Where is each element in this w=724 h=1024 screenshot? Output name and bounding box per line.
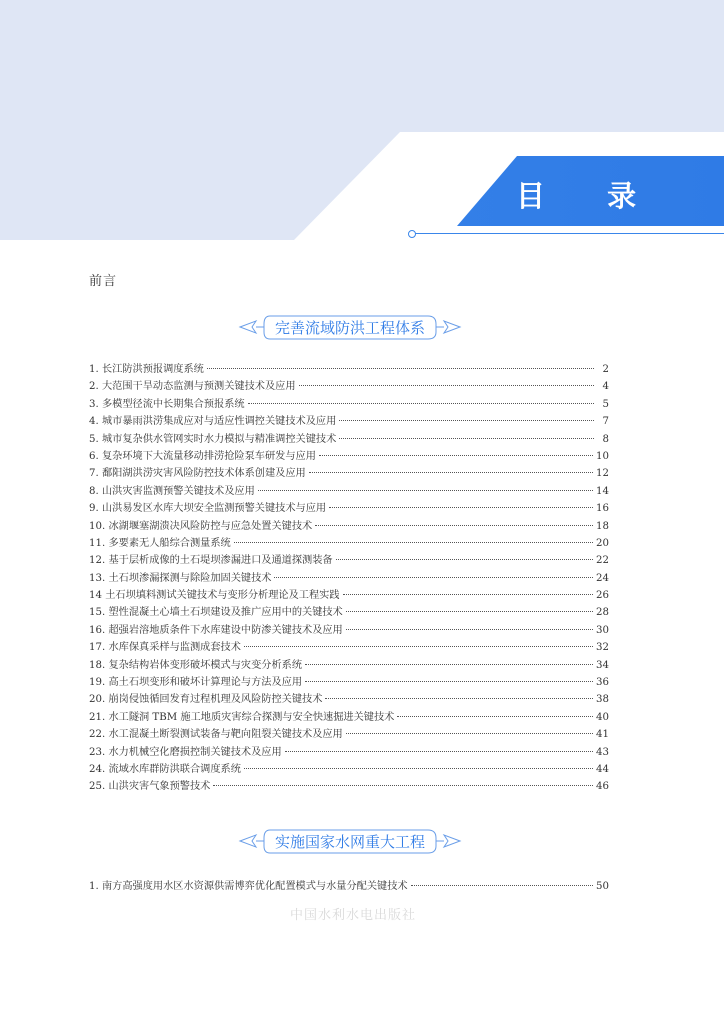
- toc-page-number: 44: [596, 763, 609, 775]
- toc-entry-title: 17. 水库保真采样与监测成套技术: [89, 642, 241, 654]
- toc-entry-title: 11. 多要素无人船综合测量系统: [89, 537, 231, 549]
- toc-leader-dots: [343, 594, 594, 595]
- toc-entry[interactable]: [89, 377, 609, 394]
- toc-entry[interactable]: [89, 603, 609, 620]
- toc-entry[interactable]: [89, 586, 609, 603]
- toc-entry[interactable]: [89, 760, 609, 777]
- toc-page-number: 14: [596, 485, 609, 497]
- toc-entry[interactable]: [89, 360, 609, 377]
- toc-leader-dots: [305, 664, 593, 665]
- toc-leader-dots: [309, 472, 593, 473]
- toc-page-number: 32: [596, 642, 609, 654]
- toc-entry[interactable]: [89, 569, 609, 586]
- toc-entry-title: 1. 长江防洪预报调度系统: [89, 364, 204, 375]
- toc-entry-title: 15. 塑性混凝土心墙土石坝建设及推广应用中的关键技术: [89, 607, 343, 619]
- toc-entry[interactable]: [89, 656, 609, 673]
- section-heading-1: [230, 312, 470, 342]
- header-rule-dot: [408, 230, 416, 238]
- toc-entry-title: 9. 山洪易发区水库大坝安全监测预警关键技术与应用: [89, 503, 327, 515]
- toc-entry-title: 7. 鄱阳湖洪涝灾害风险防控技术体系创建及应用: [89, 468, 306, 480]
- header-rule: [414, 233, 724, 234]
- toc-entry-title: 20. 崩岗侵蚀循回发育过程机理及风险防控关键技术: [89, 694, 323, 706]
- toc-entry[interactable]: [89, 638, 609, 655]
- toc-leader-dots: [274, 577, 593, 578]
- toc-page-number: 50: [596, 881, 609, 892]
- toc-entry-title: 2. 大范围干旱动态监测与预测关键技术及应用: [89, 381, 296, 393]
- toc-page-number: 30: [596, 624, 609, 636]
- toc-page-number: 36: [596, 677, 609, 689]
- toc-leader-dots: [285, 751, 593, 752]
- toc-entry-title: 19. 高土石坝变形和破坏计算理论与方法及应用: [89, 677, 303, 689]
- toc-leader-dots: [397, 716, 593, 717]
- toc-entry[interactable]: [89, 482, 609, 499]
- toc-entry-title: 10. 冰湖堰塞湖溃决风险防控与应急处置关键技术: [89, 520, 313, 532]
- section-heading-2: [230, 826, 470, 856]
- toc-page-number: 8: [602, 433, 609, 445]
- toc-leader-dots: [258, 490, 593, 491]
- toc-entry-title: 13. 土石坝渗漏探测与除险加固关键技术: [89, 572, 272, 584]
- toc-entry[interactable]: [89, 877, 609, 894]
- section-title: 完善流域防洪工程体系: [274, 319, 425, 337]
- toc-entry-title: 23. 水力机械空化磨损控制关键技术及应用: [89, 746, 282, 758]
- toc-leader-dots: [234, 542, 593, 543]
- toc-entry-title: 12. 基于层析成像的土石堤坝渗漏进口及通道探测装备: [89, 555, 333, 567]
- toc-leader-dots: [213, 785, 593, 786]
- toc-page-number: 43: [596, 746, 609, 758]
- toc-entry[interactable]: [89, 621, 609, 638]
- toc-leader-dots: [346, 629, 593, 630]
- toc-leader-dots: [336, 559, 593, 560]
- toc-entry[interactable]: [89, 777, 609, 794]
- toc-entry-title: 21. 水工隧洞 TBM 施工地质灾害综合探测与安全快速掘进关键技术: [89, 711, 395, 723]
- toc-entry-title: 5. 城市复杂供水管网实时水力模拟与精准调控关键技术: [89, 433, 337, 445]
- toc-leader-dots: [411, 885, 593, 886]
- toc-entry[interactable]: [89, 673, 609, 690]
- toc-page-number: 7: [602, 416, 609, 428]
- toc-entry[interactable]: [89, 551, 609, 568]
- toc-page-number: 24: [596, 572, 609, 584]
- toc-leader-dots: [305, 681, 593, 682]
- toc-entry[interactable]: [89, 430, 609, 447]
- toc-page-number: 41: [596, 729, 609, 741]
- toc-leader-dots: [339, 420, 594, 421]
- toc-entry[interactable]: [89, 412, 609, 429]
- toc-page-number: 18: [596, 520, 609, 532]
- toc-entry-title: 18. 复杂结构岩体变形破坏模式与灾变分析系统: [89, 659, 303, 671]
- toc-entry[interactable]: [89, 464, 609, 481]
- toc-entry-title: 8. 山洪灾害监测预警关键技术及应用: [89, 485, 255, 497]
- toc-page-number: 2: [602, 364, 609, 375]
- toc-page-number: 34: [596, 659, 609, 671]
- toc-entry-title: 16. 超强岩溶地质条件下水库建设中防渗关键技术及应用: [89, 624, 343, 636]
- toc-entry-title: 14 土石坝填料测试关键技术与变形分析理论及工程实践: [89, 590, 340, 602]
- toc-entry[interactable]: [89, 725, 609, 742]
- toc-leader-dots: [244, 646, 593, 647]
- toc-entry-title: 22. 水工混凝土断裂测试装备与靶向阻裂关键技术及应用: [89, 729, 343, 741]
- toc-entry-title: 25. 山洪灾害气象预警技术: [89, 781, 211, 793]
- toc-page-number: 16: [596, 503, 609, 515]
- toc-page-number: 5: [602, 398, 609, 410]
- toc-leader-dots: [244, 768, 593, 769]
- toc-leader-dots: [325, 698, 593, 699]
- toc-entry[interactable]: [89, 743, 609, 760]
- publisher-watermark: 中国水利水电出版社: [290, 908, 417, 923]
- toc-leader-dots: [346, 611, 593, 612]
- toc-list-section-1: [89, 360, 609, 795]
- toc-page-number: 10: [596, 450, 609, 462]
- toc-page-number: 20: [596, 537, 609, 549]
- toc-page-number: 4: [602, 381, 609, 393]
- toc-leader-dots: [319, 455, 593, 456]
- toc-page-number: 26: [596, 590, 609, 602]
- toc-leader-dots: [346, 733, 593, 734]
- toc-page-number: 28: [596, 607, 609, 619]
- toc-leader-dots: [207, 368, 594, 369]
- toc-entry-title: 3. 多模型径流中长期集合预报系统: [89, 398, 245, 410]
- section-title: 实施国家水网重大工程: [274, 833, 425, 851]
- toc-entry[interactable]: [89, 690, 609, 707]
- toc-page-number: 38: [596, 694, 609, 706]
- toc-entry[interactable]: [89, 534, 609, 551]
- toc-entry[interactable]: [89, 708, 609, 725]
- toc-entry-title: 4. 城市暴雨洪涝集成应对与适应性调控关键技术及应用: [89, 416, 337, 428]
- toc-entry-title: 6. 复杂环境下大流量移动排涝抢险泵车研发与应用: [89, 450, 316, 462]
- toc-page-number: 22: [596, 555, 609, 567]
- toc-entry-title: 24. 流域水库群防洪联合调度系统: [89, 763, 241, 775]
- toc-list-section-2: [89, 877, 609, 894]
- toc-page-number: 46: [596, 781, 609, 793]
- toc-leader-dots: [329, 507, 593, 508]
- toc-page-number: 12: [596, 468, 609, 480]
- toc-leader-dots: [248, 403, 594, 404]
- toc-entry-title: 1. 南方高强度用水区水资源供需博弈优化配置模式与水量分配关键技术: [89, 881, 408, 892]
- toc-entry[interactable]: [89, 517, 609, 534]
- toc-entry[interactable]: [89, 447, 609, 464]
- toc-leader-dots: [299, 385, 594, 386]
- toc-leader-dots: [315, 525, 593, 526]
- toc-page-number: 40: [596, 711, 609, 723]
- toc-title: 目 录: [516, 179, 663, 213]
- toc-entry[interactable]: [89, 395, 609, 412]
- toc-entry[interactable]: [89, 499, 609, 516]
- preface-link[interactable]: 前言: [89, 274, 118, 289]
- toc-leader-dots: [339, 438, 594, 439]
